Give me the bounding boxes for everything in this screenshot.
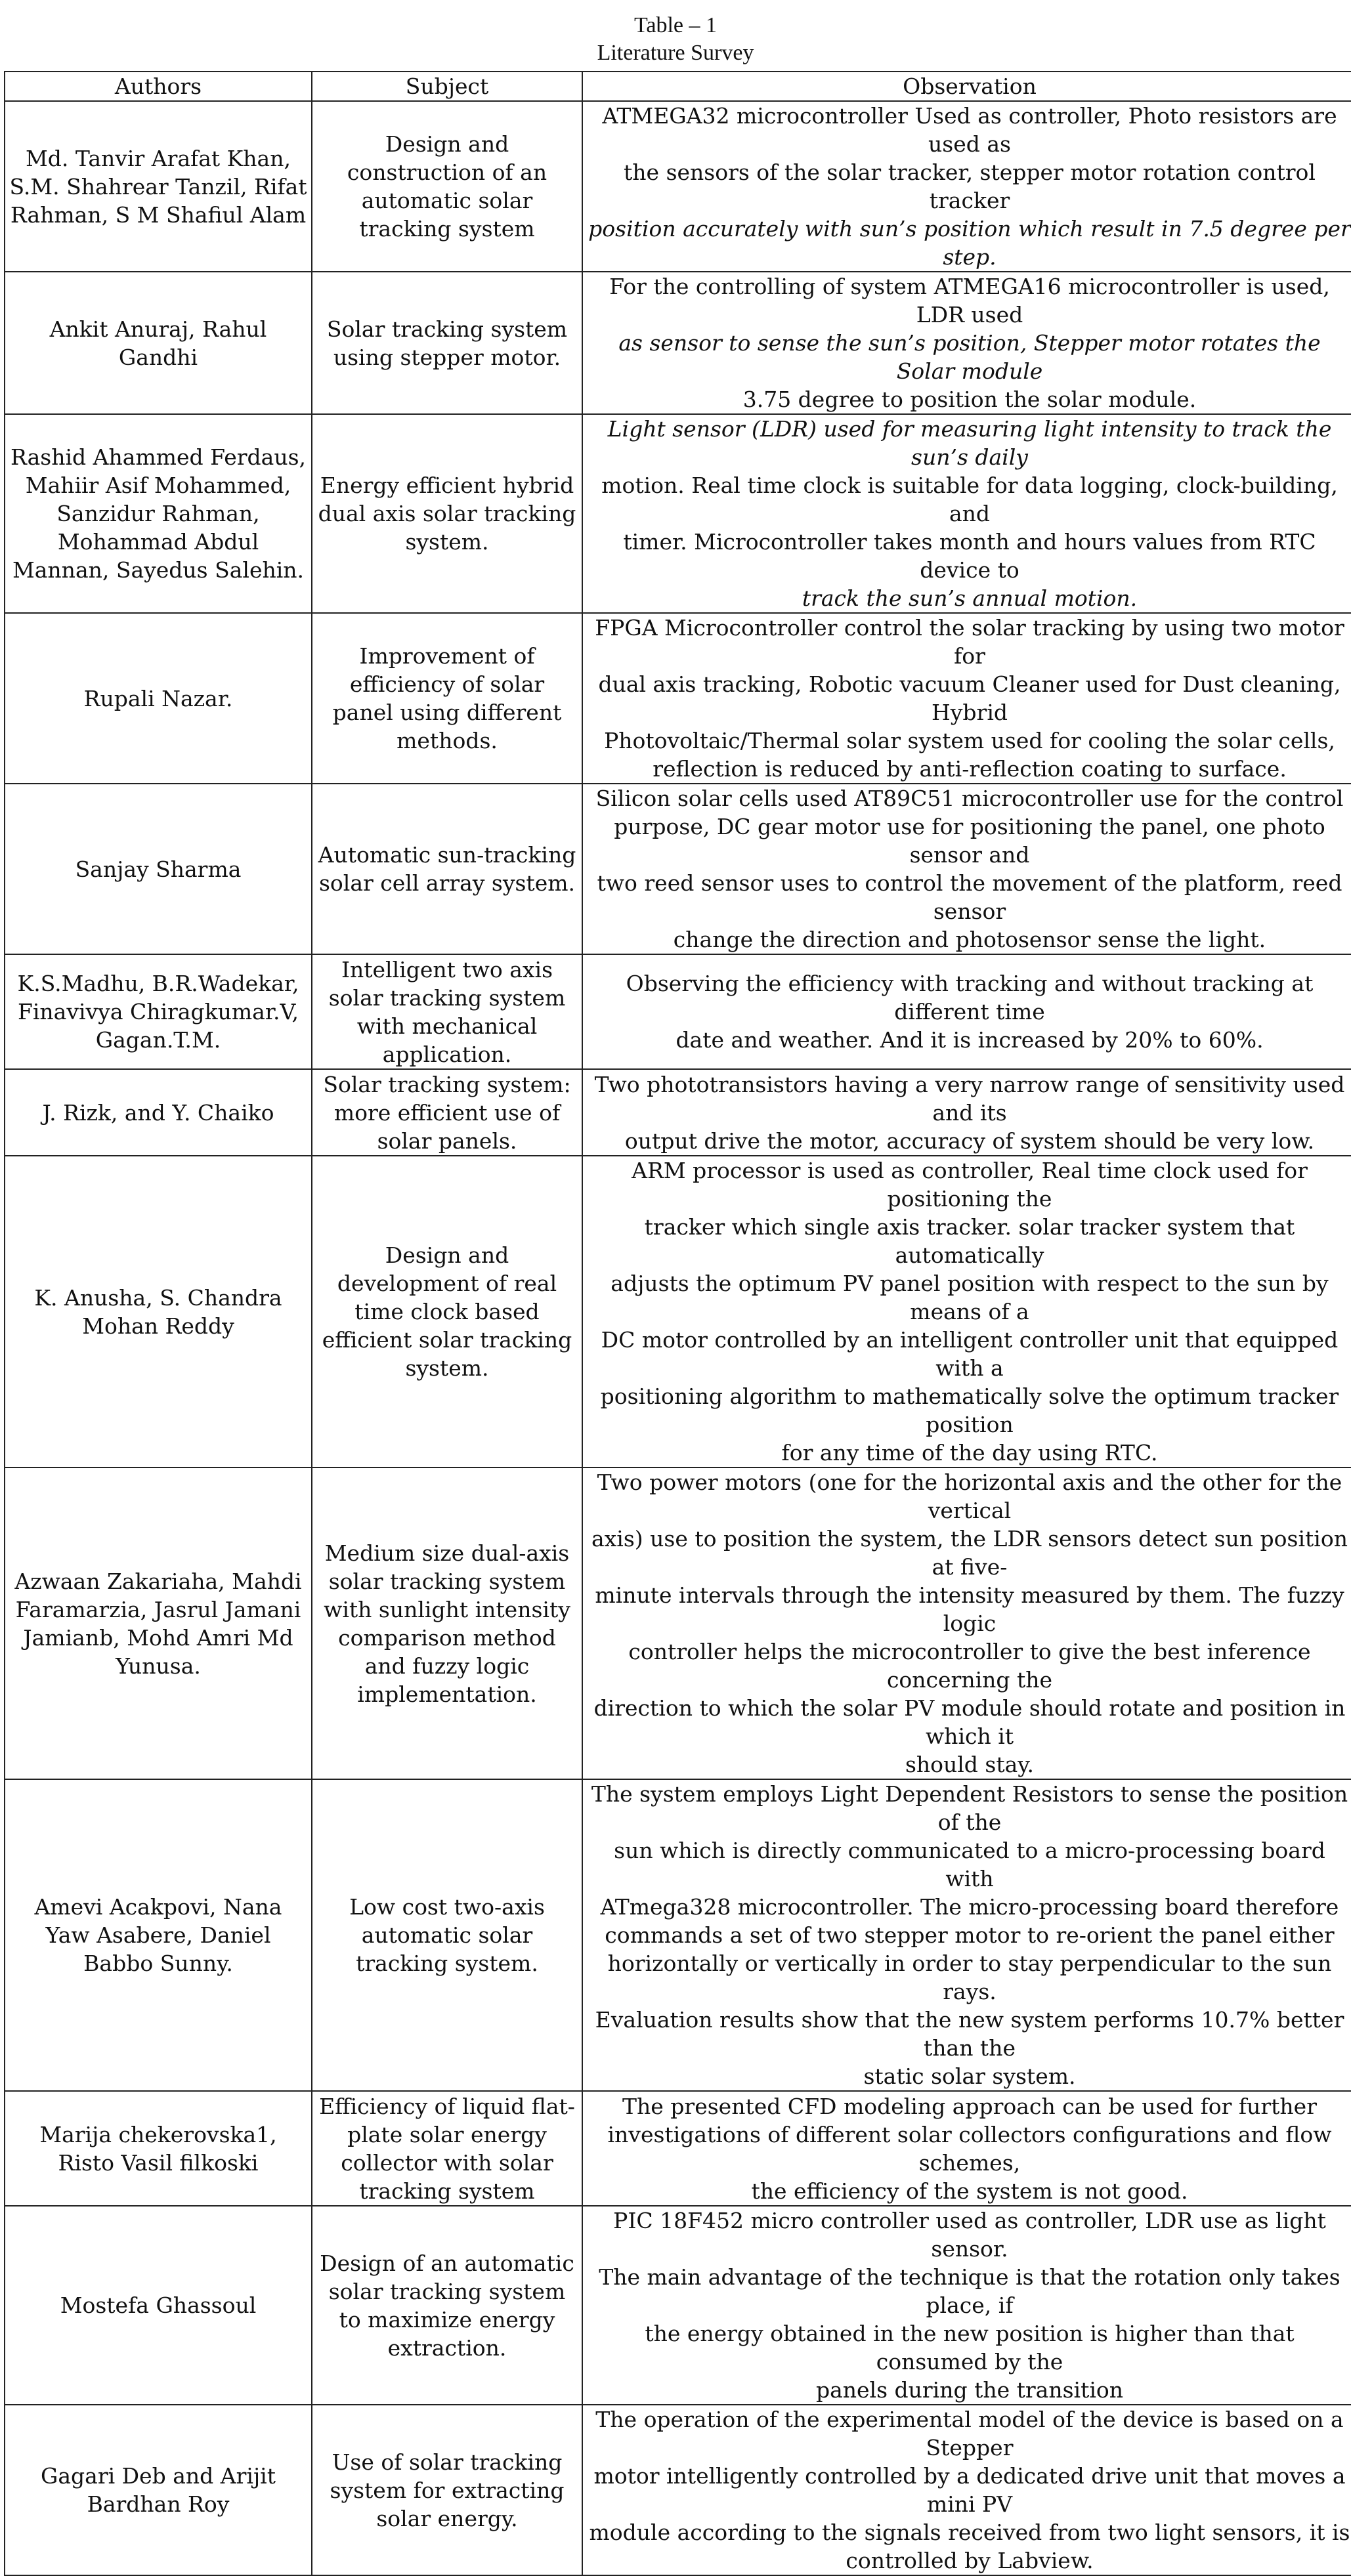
table-body xyxy=(5,101,1351,2575)
cell-authors: Gagari Deb and Arijit Bardhan Roy xyxy=(5,2405,312,2575)
cell-observation xyxy=(582,784,1351,954)
table-row xyxy=(5,101,1351,272)
cell-subject: Design of an automatic solar tracking system to maximize energy extraction. xyxy=(312,2206,582,2405)
cell-subject: Design and construction of an automatic solar tracking system xyxy=(312,101,582,272)
observation-line: should stay. xyxy=(905,1752,1035,1777)
observation-line: investigations of different solar collectors configurations and flow schemes, xyxy=(607,2121,1332,2176)
cell-authors: Rupali Nazar. xyxy=(5,613,312,784)
observation-line: The system employs Light Dependent Resistors to sense the position of the xyxy=(591,1781,1348,1835)
observation-line: ARM processor is used as controller, Real time clock used for positioning the xyxy=(632,1158,1308,1212)
observation-line: position accurately with sun’s position which result in 7.5 degree per step. xyxy=(588,216,1351,270)
observation-line: the efficiency of the system is not good. xyxy=(751,2178,1188,2204)
observation-line: Photovoltaic/Thermal solar system used for cooling the solar cells, xyxy=(604,728,1335,753)
literature-survey-table xyxy=(4,71,1351,2576)
observation-line: reflection is reduced by anti-reflection coating to surface. xyxy=(653,756,1287,782)
cell-subject: Intelligent two axis solar tracking system with mechanical application. xyxy=(312,954,582,1069)
observation-line: adjusts the optimum PV panel position with respect to the sun by means of a xyxy=(611,1271,1329,1324)
observation-line: the energy obtained in the new position is higher than that consumed by the xyxy=(645,2321,1295,2375)
table-row xyxy=(5,613,1351,784)
cell-observation xyxy=(582,1467,1351,1779)
cell-observation xyxy=(582,954,1351,1069)
cell-subject: Efficiency of liquid flat-plate solar energy collector with solar tracking system xyxy=(312,2091,582,2206)
table-row xyxy=(5,2405,1351,2575)
cell-authors: Amevi Acakpovi, Nana Yaw Asabere, Daniel Babbo Sunny. xyxy=(5,1779,312,2091)
observation-line: controlled by Labview. xyxy=(846,2548,1094,2573)
cell-observation xyxy=(582,2405,1351,2575)
table-row xyxy=(5,784,1351,954)
observation-line: static solar system. xyxy=(863,2063,1076,2089)
observation-line: Silicon solar cells used AT89C51 microcontroller use for the control xyxy=(595,786,1344,811)
observation-line: DC motor controlled by an intelligent controller unit that equipped with a xyxy=(601,1327,1339,1381)
observation-line: horizontally or vertically in order to stay perpendicular to the sun rays. xyxy=(607,1951,1332,2004)
cell-authors: Mostefa Ghassoul xyxy=(5,2206,312,2405)
table-title: Table – 1 xyxy=(633,13,718,37)
cell-observation xyxy=(582,414,1351,613)
cell-observation xyxy=(582,272,1351,414)
observation-line: date and weather. And it is increased by 20% to 60%. xyxy=(676,1027,1264,1053)
observation-line: The presented CFD modeling approach can be used for further xyxy=(622,2093,1317,2119)
observation-line: positioning algorithm to mathematically solve the optimum tracker position xyxy=(600,1383,1339,1437)
cell-subject: Use of solar tracking system for extracting solar energy. xyxy=(312,2405,582,2575)
cell-authors: J. Rizk, and Y. Chaiko xyxy=(5,1069,312,1156)
cell-subject: Low cost two-axis automatic solar tracking system. xyxy=(312,1779,582,2091)
observation-line: Two power motors (one for the horizontal axis and the other for the vertical xyxy=(597,1469,1342,1523)
table-row xyxy=(5,2206,1351,2405)
observation-line: ATMEGA32 microcontroller Used as controller, Photo resistors are used as xyxy=(602,103,1337,157)
observation-line: commands a set of two stepper motor to re-orient the panel either xyxy=(605,1922,1335,1948)
cell-observation xyxy=(582,613,1351,784)
observation-line: minute intervals through the intensity measured by them. The fuzzy logic xyxy=(595,1582,1344,1636)
cell-observation xyxy=(582,2206,1351,2405)
observation-line: Observing the efficiency with tracking and without tracking at different time xyxy=(626,971,1314,1024)
observation-line: direction to which the solar PV module should rotate and position in which it xyxy=(593,1695,1346,1749)
table-caption xyxy=(0,12,1351,67)
observation-line: FPGA Microcontroller control the solar tracking by using two motor for xyxy=(595,615,1344,669)
observation-line: The operation of the experimental model of the device is based on a Stepper xyxy=(595,2407,1344,2460)
table-row xyxy=(5,272,1351,414)
observation-line: panels during the transition xyxy=(815,2377,1124,2403)
cell-authors: Ankit Anuraj, Rahul Gandhi xyxy=(5,272,312,414)
cell-authors: Marija chekerovska1, Risto Vasil filkoski xyxy=(5,2091,312,2206)
observation-line: tracker which single axis tracker. solar tracker system that automatically xyxy=(644,1214,1295,1268)
observation-line: purpose, DC gear motor use for positioning the panel, one photo sensor and xyxy=(614,814,1325,868)
observation-line: change the direction and photosensor sense the light. xyxy=(673,927,1266,952)
observation-line: two reed sensor uses to control the movement of the platform, reed sensor xyxy=(597,870,1342,924)
cell-observation xyxy=(582,101,1351,272)
observation-line: track the sun’s annual motion. xyxy=(802,585,1138,611)
header-row xyxy=(5,72,1351,101)
cell-subject: Design and development of real time clock based efficient solar tracking system. xyxy=(312,1156,582,1467)
table-subtitle: Literature Survey xyxy=(597,41,754,65)
observation-line: The main advantage of the technique is that the rotation only takes place, if xyxy=(599,2264,1340,2318)
cell-authors: Md. Tanvir Arafat Khan, S.M. Shahrear Tanzil, Rifat Rahman, S M Shafiul Alam xyxy=(5,101,312,272)
table-row xyxy=(5,1156,1351,1467)
observation-line: ATmega328 microcontroller. The micro-processing board therefore xyxy=(600,1894,1339,1920)
cell-observation xyxy=(582,2091,1351,2206)
cell-subject: Medium size dual-axis solar tracking system with sunlight intensity comparison method and fuzzy logic implementation. xyxy=(312,1467,582,1779)
cell-authors: Sanjay Sharma xyxy=(5,784,312,954)
observation-line: Light sensor (LDR) used for measuring light intensity to track the sun’s daily xyxy=(607,416,1332,470)
header-subject: Subject xyxy=(312,72,582,101)
observation-line: as sensor to sense the sun’s position, Stepper motor rotates the Solar module xyxy=(618,330,1321,384)
cell-observation xyxy=(582,1779,1351,2091)
observation-line: module according to the signals received from two light sensors, it is xyxy=(589,2520,1350,2545)
table-row xyxy=(5,954,1351,1069)
observation-line: timer. Microcontroller takes month and hours values from RTC device to xyxy=(623,529,1316,583)
cell-subject: Solar tracking system using stepper motor. xyxy=(312,272,582,414)
cell-observation xyxy=(582,1156,1351,1467)
observation-line: axis) use to position the system, the LDR sensors detect sun position at five- xyxy=(591,1526,1348,1580)
observation-line: sun which is directly communicated to a micro-processing board with xyxy=(614,1838,1325,1891)
observation-line: the sensors of the solar tracker, stepper motor rotation control tracker xyxy=(624,159,1316,213)
cell-authors: K.S.Madhu, B.R.Wadekar, Finavivya Chiragkumar.V, Gagan.T.M. xyxy=(5,954,312,1069)
header-observation: Observation xyxy=(582,72,1351,101)
observation-line: for any time of the day using RTC. xyxy=(781,1440,1158,1466)
table-row xyxy=(5,1779,1351,2091)
observation-line: motion. Real time clock is suitable for data logging, clock-building, and xyxy=(601,473,1338,526)
cell-subject: Automatic sun-tracking solar cell array system. xyxy=(312,784,582,954)
cell-authors: Azwaan Zakariaha, Mahdi Faramarzia, Jasrul Jamani Jamianb, Mohd Amri Md Yunusa. xyxy=(5,1467,312,1779)
observation-line: dual axis tracking, Robotic vacuum Cleaner used for Dust cleaning, Hybrid xyxy=(598,671,1341,725)
observation-line: output drive the motor, accuracy of system should be very low. xyxy=(624,1128,1315,1154)
observation-line: Two phototransistors having a very narrow range of sensitivity used and its xyxy=(594,1071,1345,1126)
observation-line: controller helps the microcontroller to give the best inference concerning the xyxy=(628,1639,1311,1693)
header-authors: Authors xyxy=(5,72,312,101)
cell-authors: K. Anusha, S. Chandra Mohan Reddy xyxy=(5,1156,312,1467)
observation-line: 3.75 degree to position the solar module. xyxy=(742,387,1197,412)
cell-authors: Rashid Ahammed Ferdaus, Mahiir Asif Mohammed, Sanzidur Rahman, Mohammad Abdul Mannan, Sayedus Salehin. xyxy=(5,414,312,613)
table-row xyxy=(5,414,1351,613)
table-row xyxy=(5,1467,1351,1779)
cell-subject: Energy efficient hybrid dual axis solar tracking system. xyxy=(312,414,582,613)
observation-line: For the controlling of system ATMEGA16 microcontroller is used, LDR used xyxy=(609,274,1330,327)
cell-subject: Solar tracking system: more efficient use of solar panels. xyxy=(312,1069,582,1156)
table-row xyxy=(5,2091,1351,2206)
cell-subject: Improvement of efficiency of solar panel using different methods. xyxy=(312,613,582,784)
cell-observation xyxy=(582,1069,1351,1156)
observation-line: Evaluation results show that the new system performs 10.7% better than the xyxy=(595,2007,1344,2061)
observation-line: motor intelligently controlled by a dedicated drive unit that moves a mini PV xyxy=(593,2463,1346,2517)
observation-line: PIC 18F452 micro controller used as controller, LDR use as light sensor. xyxy=(613,2208,1326,2262)
table-row xyxy=(5,1069,1351,1156)
